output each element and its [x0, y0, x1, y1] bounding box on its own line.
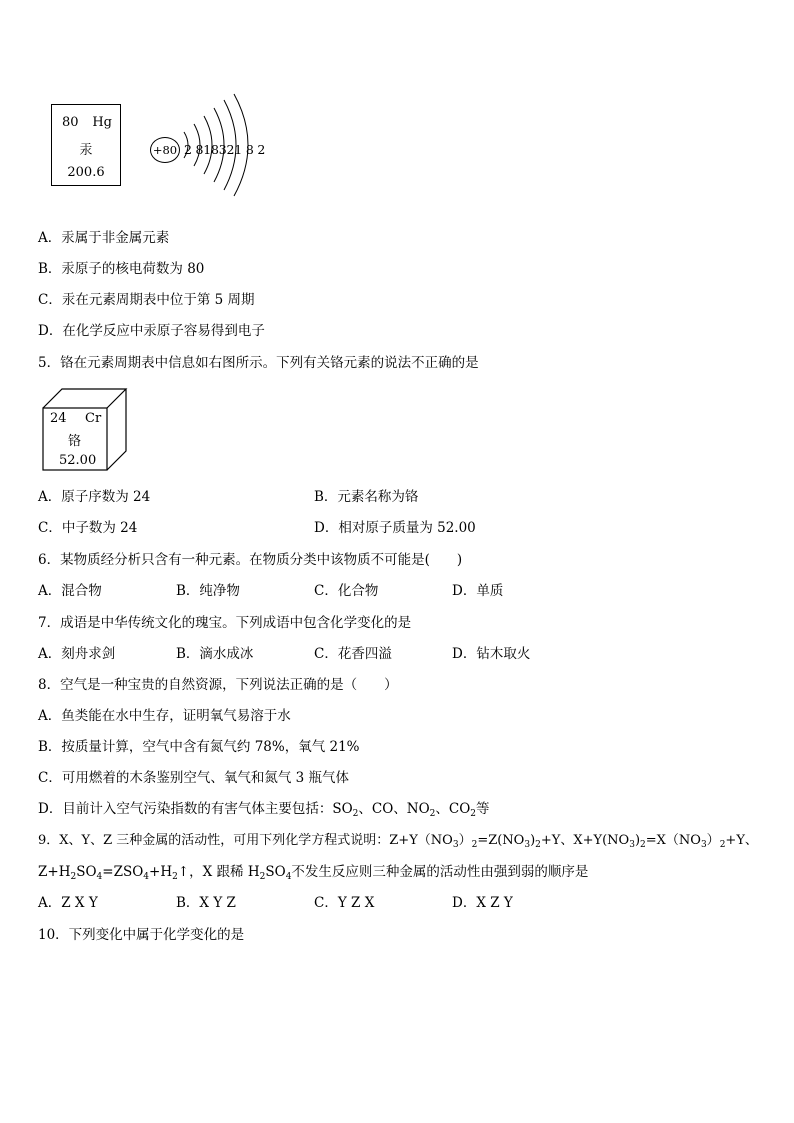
element-name: 汞 [79, 143, 93, 158]
q5-option-a: A．原子序数为 24 [38, 489, 151, 505]
q6-option-d: D．单质 [452, 583, 504, 599]
q8-option-a: A．鱼类能在水中生存，证明氧气易溶于水 [38, 708, 291, 724]
q6-option-b: B．纯净物 [176, 583, 240, 599]
mercury-element-card [51, 104, 121, 186]
q8-stem: 8．空气是一种宝贵的自然资源，下列说法正确的是（ ） [38, 677, 398, 693]
q8-option-c: C．可用燃着的木条鉴别空气、氧气和氮气 3 瓶气体 [38, 770, 350, 786]
chromium-atomic-number: 24 [50, 411, 67, 426]
q7-option-a: A．刻舟求剑 [38, 646, 116, 662]
atom-nucleus: +80 [150, 137, 180, 163]
q9-option-b: B．X Y Z [176, 895, 236, 911]
chromium-name: 铬 [68, 434, 82, 449]
q9-option-d: D．X Z Y [452, 895, 513, 911]
chromium-mass: 52.00 [59, 453, 97, 468]
q4-option-b: B．汞原子的核电荷数为 80 [38, 261, 205, 277]
element-symbol: Hg [92, 115, 112, 130]
q8-option-d: D．目前计入空气污染指数的有害气体主要包括：$SO_2$、CO、$NO_2$、$CO_2$等 [38, 801, 490, 819]
electron-shell-counts: 2 818321 8 2 [184, 142, 266, 157]
q7-stem: 7．成语是中华传统文化的瑰宝。下列成语中包含化学变化的是 [38, 615, 412, 631]
q8-option-b: B．按质量计算，空气中含有氮气约 78%，氧气 21% [38, 739, 360, 755]
q7-option-c: C．花香四溢 [314, 646, 392, 662]
q9-stem-line2: $Z+H_2SO_4=ZSO_4+H_2↑$，X 跟稀 $H_2SO_4$不发生反应则三种金属的活动性由强到弱的顺序是 [38, 864, 589, 882]
atomic-mass: 200.6 [67, 165, 105, 180]
atomic-number: 80 [62, 115, 79, 130]
q9-option-a: A．Z X Y [38, 895, 98, 911]
q6-stem: 6．某物质经分析只含有一种元素。在物质分类中该物质不可能是( ) [38, 552, 463, 568]
q5-stem: 5．铬在元素周期表中信息如右图所示。下列有关铬元素的说法不正确的是 [38, 355, 479, 371]
q6-option-a: A．混合物 [38, 583, 102, 599]
q10-stem: 10．下列变化中属于化学变化的是 [38, 927, 245, 943]
q9-stem-line1: 9．X、Y、Z 三种金属的活动性，可用下列化学方程式说明：$Z+Y(NO_3)_2=Z(NO_3)_2+Y$、$X+Y(NO_3)_2=X(NO_3)_2+Y$、 [38, 833, 758, 850]
q5-option-b: B．元素名称为铬 [314, 489, 419, 505]
q6-option-c: C．化合物 [314, 583, 379, 599]
q4-option-c: C．汞在元素周期表中位于第 5 周期 [38, 292, 255, 308]
chromium-symbol: Cr [85, 411, 102, 426]
q5-option-d: D．相对原子质量为 52.00 [314, 520, 476, 536]
q4-option-d: D．在化学反应中汞原子容易得到电子 [38, 323, 265, 339]
q5-option-c: C．中子数为 24 [38, 520, 138, 536]
q4-option-a: A．汞属于非金属元素 [38, 230, 170, 246]
q7-option-d: D．钻木取火 [452, 646, 531, 662]
q9-option-c: C．Y Z X [314, 895, 375, 911]
electron-shell-arcs [176, 90, 266, 200]
q7-option-b: B．滴水成冰 [176, 646, 254, 662]
